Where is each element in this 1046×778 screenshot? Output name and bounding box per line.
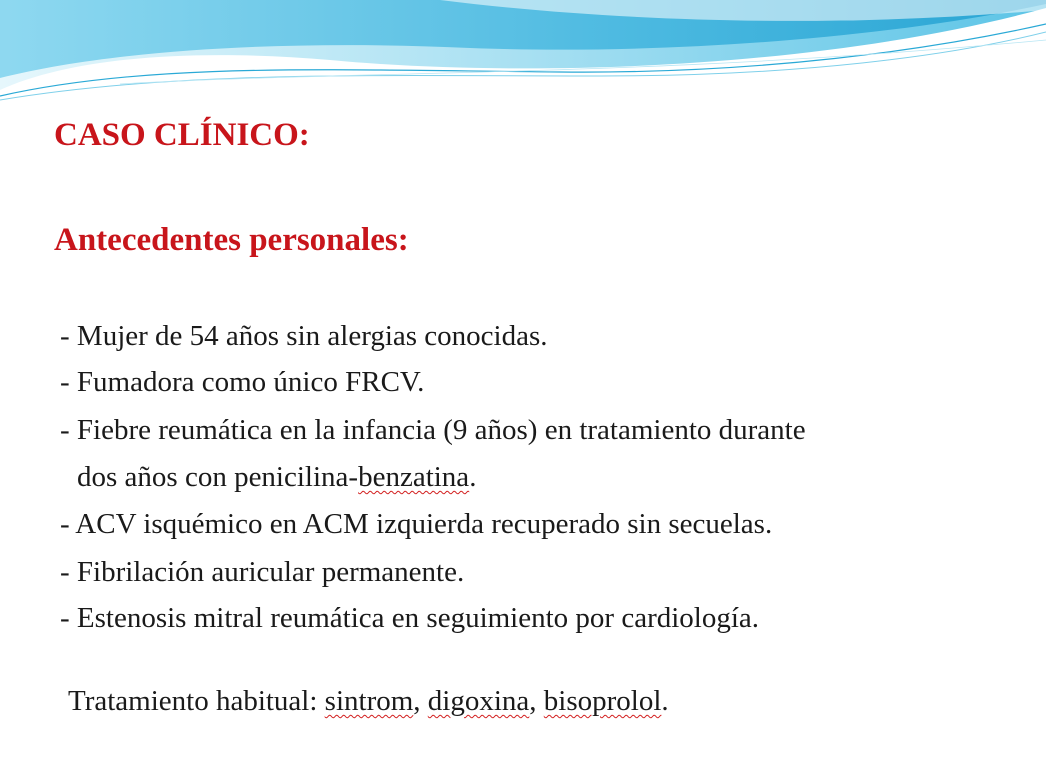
- slide-title: CASO CLÍNICO:: [54, 117, 310, 153]
- drug-bisoprolol: bisoprolol: [543, 685, 662, 717]
- spellcheck-word: benzatina: [358, 461, 470, 493]
- history-item: - Fibrilación auricular permanente.: [60, 556, 465, 588]
- history-item: - Estenosis mitral reumática en seguimiento por cardiología.: [60, 602, 760, 634]
- history-item: - Fumadora como único FRCV.: [60, 366, 425, 398]
- history-item: - Mujer de 54 años sin alergias conocidas.: [60, 320, 548, 352]
- treatment-separator: ,: [413, 685, 428, 717]
- treatment-line: [68, 685, 669, 718]
- history-item: - Fiebre reumática en la infancia (9 años) en tratamiento durante: [60, 414, 806, 446]
- treatment-label: Tratamiento habitual:: [68, 685, 325, 717]
- continuation-text: dos años con penicilina-: [77, 461, 359, 493]
- treatment-separator: ,: [529, 685, 544, 717]
- continuation-end: .: [469, 461, 477, 493]
- header-wave-decoration: [0, 0, 1046, 110]
- drug-digoxina: digoxina: [427, 685, 530, 717]
- drug-sintrom: sintrom: [324, 685, 414, 717]
- history-item-continuation: [77, 461, 476, 494]
- treatment-end: .: [661, 685, 669, 717]
- section-heading: Antecedentes personales:: [54, 222, 409, 258]
- history-item: - ACV isquémico en ACM izquierda recuperado sin secuelas.: [60, 508, 773, 540]
